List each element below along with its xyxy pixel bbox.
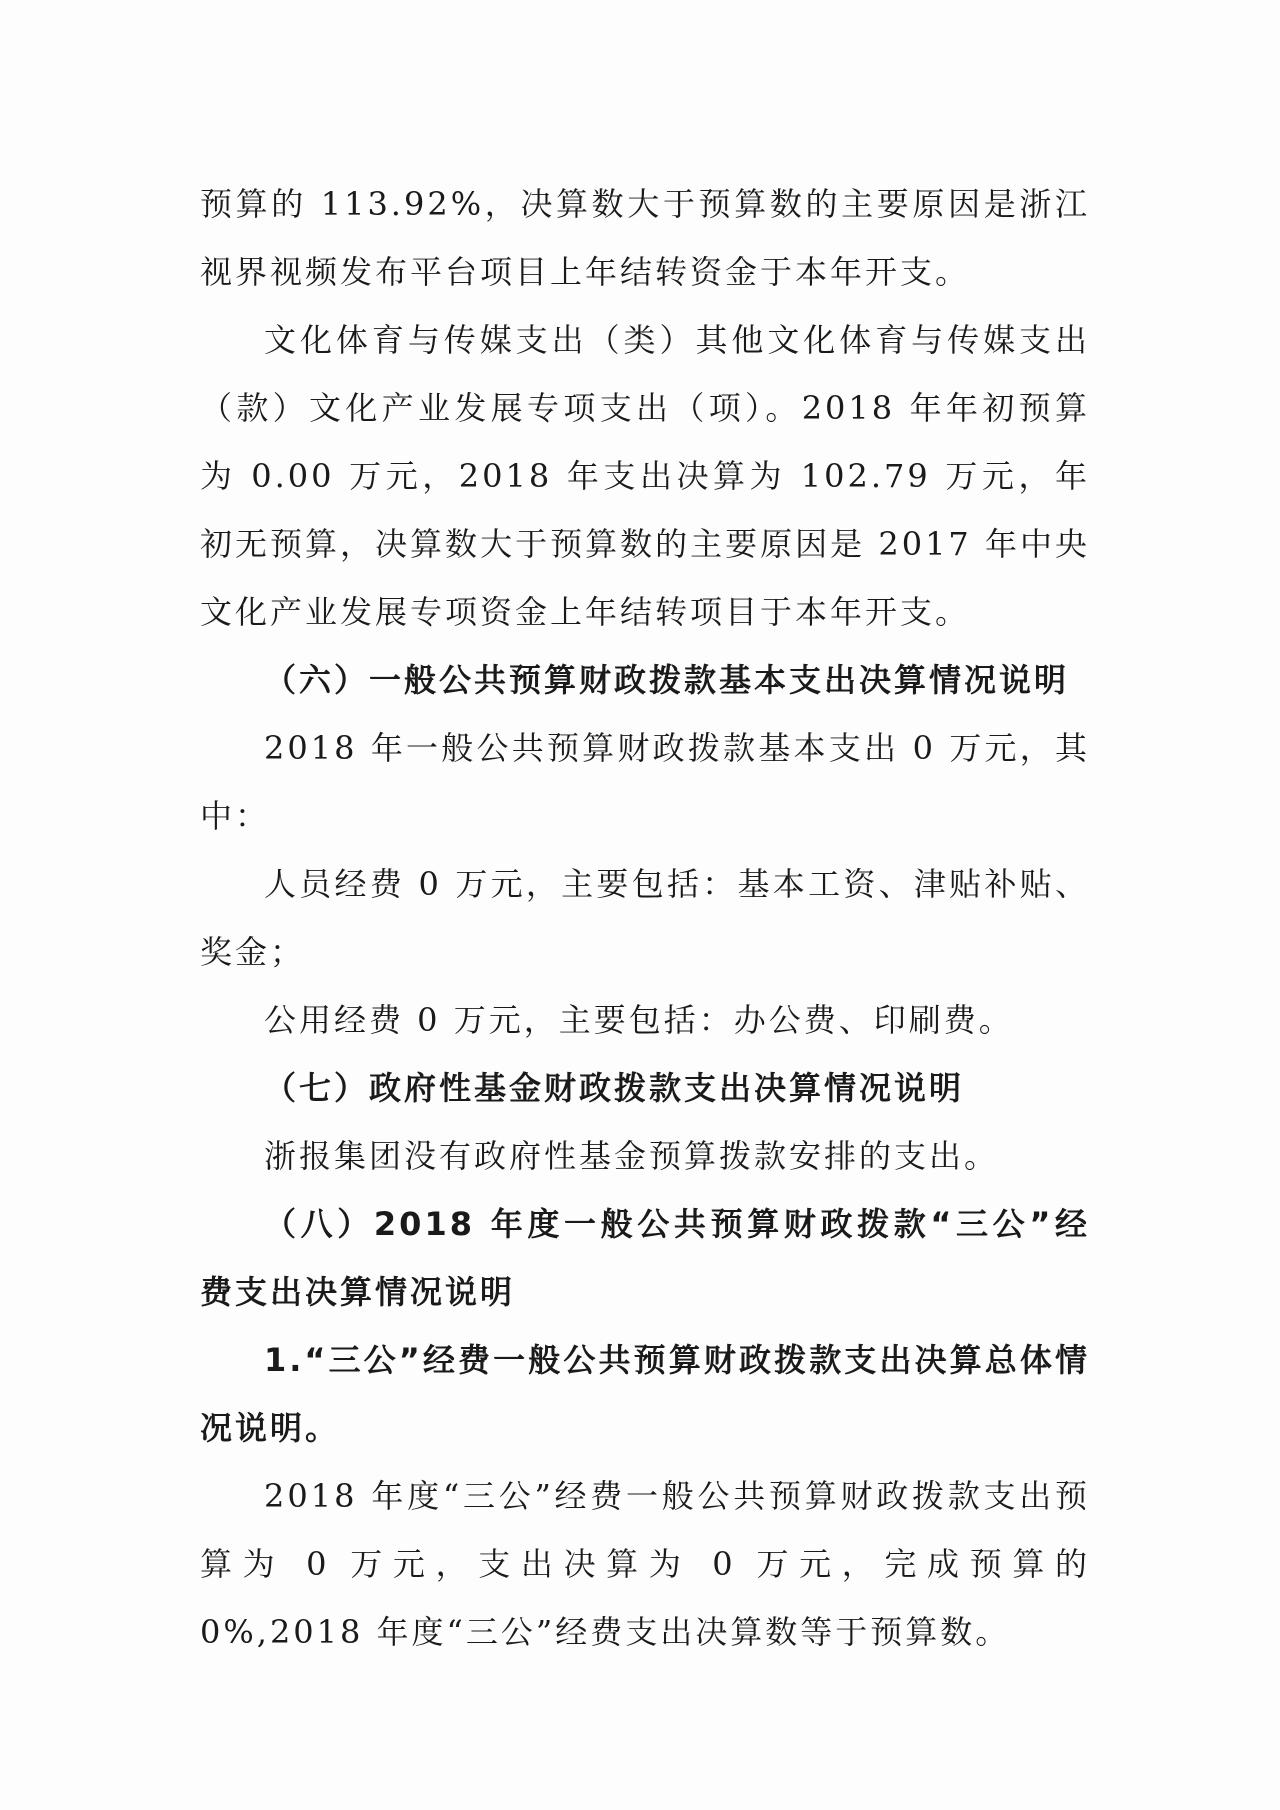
paragraph-basic-expenditure: 2018 年一般公共预算财政拨款基本支出 0 万元，其中： — [200, 729, 1090, 835]
document-body — [200, 170, 1090, 1666]
paragraph-personnel-expenses: 人员经费 0 万元，主要包括：基本工资、津贴补贴、奖金； — [200, 865, 1090, 971]
paragraph-culture-expenditure: 文化体育与传媒支出（类）其他文化体育与传媒支出（款）文化产业发展专项支出（项）。2018 年年初预算为 0.00 万元，2018 年支出决算为 102.79 万元，年初无预算，决算数大于预算数的主要原因是 2017 年中央文化产业发展专项资金上年结转项目于本年开支。 — [200, 321, 1090, 631]
paragraph-government-fund: 浙报集团没有政府性基金预算拨款安排的支出。 — [264, 1137, 1000, 1175]
paragraph-public-expenses: 公用经费 0 万元，主要包括：办公费、印刷费。 — [264, 1001, 1014, 1039]
section-heading-6: （六）一般公共预算财政拨款基本支出决算情况说明 — [264, 661, 1070, 699]
subsection-heading-8-1: 1.“三公”经费一般公共预算财政拨款支出决算总体情况说明。 — [200, 1341, 1090, 1447]
paragraph-continuation: 预算的 113.92%，决算数大于预算数的主要原因是浙江视界视频发布平台项目上年结转资金于本年开支。 — [200, 185, 1090, 291]
section-heading-7: （七）政府性基金财政拨款支出决算情况说明 — [264, 1069, 965, 1107]
paragraph-three-public-expenses: 2018 年度“三公”经费一般公共预算财政拨款支出预算为 0 万元，支出决算为 0 万元，完成预算的 0%,2018 年度“三公”经费支出决算数等于预算数。 — [200, 1477, 1090, 1651]
section-heading-8: （八）2018 年度一般公共预算财政拨款“三公”经费支出决算情况说明 — [200, 1205, 1090, 1311]
